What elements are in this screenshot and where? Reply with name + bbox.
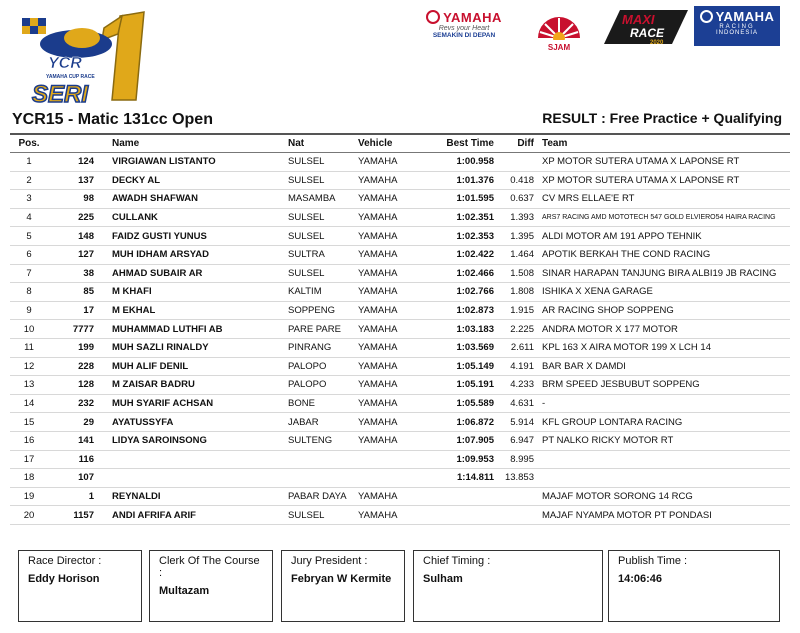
cell-diff: 6.947 bbox=[510, 435, 534, 447]
cell-team: PT NALKO RICKY MOTOR RT bbox=[542, 435, 674, 447]
yamaha-brand-text: YAMAHA bbox=[443, 10, 502, 25]
cell-nat: SULSEL bbox=[288, 156, 325, 168]
cell-team: BAR BAR X DAMDI bbox=[542, 360, 626, 372]
cell-team: AR RACING SHOP SOPPENG bbox=[542, 305, 674, 317]
cell-best-time: 1:14.811 bbox=[457, 472, 494, 484]
cell-pos: 5 bbox=[26, 230, 32, 242]
cell-nat: PALOPO bbox=[288, 379, 327, 391]
yamaha-semakin-di-depan-logo bbox=[418, 6, 510, 48]
cell-name: MUH IDHAM ARSYAD bbox=[112, 249, 209, 261]
cell-pos: 16 bbox=[23, 435, 35, 447]
cell-number: 128 bbox=[78, 379, 94, 391]
cell-vehicle: YAMAHA bbox=[358, 286, 398, 298]
cell-diff bbox=[494, 153, 534, 172]
table-row bbox=[10, 376, 790, 395]
cell-pos: 3 bbox=[26, 193, 32, 205]
cell-number: 127 bbox=[78, 249, 94, 261]
cell-nat: BONE bbox=[288, 398, 315, 410]
cell-diff: 4.191 bbox=[510, 360, 534, 372]
table-row bbox=[10, 264, 790, 283]
cell-team: ISHIKA X XENA GARAGE bbox=[542, 286, 653, 298]
table-row bbox=[10, 171, 790, 190]
cell-best-time: 1:06.872 bbox=[456, 416, 494, 428]
cell-name: CULLANK bbox=[112, 212, 158, 224]
table-row bbox=[10, 283, 790, 302]
cell-vehicle: YAMAHA bbox=[358, 342, 398, 354]
results-table bbox=[10, 135, 790, 525]
cell-pos: 4 bbox=[26, 212, 32, 224]
racing-text: RACING bbox=[719, 24, 755, 30]
cell-diff: 1.395 bbox=[510, 230, 534, 242]
cell-pos: 8 bbox=[26, 286, 32, 298]
cell-name bbox=[102, 469, 288, 488]
yamaha-tagline: Revs your Heart bbox=[438, 25, 490, 32]
col-pos: Pos. bbox=[10, 135, 48, 153]
col-vehicle: Vehicle bbox=[358, 135, 422, 153]
cell-nat: KALTIM bbox=[288, 286, 322, 298]
cell-team: XP MOTOR SUTERA UTAMA X LAPONSE RT bbox=[542, 156, 740, 168]
cell-number: 85 bbox=[83, 286, 94, 298]
official-role: Jury President : bbox=[291, 555, 368, 567]
cell-name: VIRGIAWAN LISTANTO bbox=[112, 156, 216, 168]
cell-number: 1 bbox=[88, 490, 94, 502]
cell-diff bbox=[494, 506, 534, 525]
cell-team: APOTIK BERKAH THE COND RACING bbox=[542, 249, 711, 261]
cell-best-time: 1:03.183 bbox=[456, 323, 494, 335]
cell-number: 98 bbox=[83, 193, 94, 205]
table-header-row bbox=[10, 135, 790, 153]
cell-vehicle: YAMAHA bbox=[358, 360, 398, 372]
cell-nat bbox=[288, 469, 358, 488]
table-row bbox=[10, 227, 790, 246]
cell-name: DECKY AL bbox=[112, 174, 161, 186]
cell-team: ARS7 RACING AMD MOTOTECH 547 GOLD ELVIERO54 HAIRA RACING bbox=[542, 214, 776, 222]
cell-pos: 10 bbox=[23, 323, 35, 335]
chief-timing-box bbox=[413, 550, 603, 622]
cell-diff: 0.418 bbox=[510, 174, 534, 186]
table-row bbox=[10, 338, 790, 357]
cell-diff: 2.611 bbox=[510, 342, 534, 354]
table-row bbox=[10, 450, 790, 469]
cell-vehicle: YAMAHA bbox=[358, 212, 398, 224]
cell-diff: 13.853 bbox=[504, 472, 534, 484]
cell-team: ANDRA MOTOR X 177 MOTOR bbox=[542, 323, 678, 335]
table-row bbox=[10, 190, 790, 209]
publish-time-box bbox=[608, 550, 780, 622]
cell-team: - bbox=[542, 398, 546, 410]
race-text: RACE bbox=[630, 26, 665, 40]
table-row bbox=[10, 413, 790, 432]
cell-team: ALDI MOTOR AM 191 APPO TEHNIK bbox=[542, 230, 702, 242]
cell-nat: SULSEL bbox=[288, 212, 325, 224]
maxi-race-2020-logo bbox=[600, 6, 690, 48]
cell-team bbox=[534, 450, 790, 469]
race-director-box bbox=[18, 550, 142, 622]
cell-vehicle: YAMAHA bbox=[358, 435, 398, 447]
cell-pos: 6 bbox=[26, 249, 32, 261]
cell-pos: 12 bbox=[23, 360, 35, 372]
publish-time-value: 14:06:46 bbox=[618, 573, 663, 585]
checkered-flag-icon bbox=[22, 18, 46, 34]
cell-best-time bbox=[422, 487, 494, 506]
table-row bbox=[10, 394, 790, 413]
official-role: Chief Timing : bbox=[423, 555, 491, 567]
cell-vehicle: YAMAHA bbox=[358, 490, 398, 502]
cell-nat: PINRANG bbox=[288, 342, 332, 354]
cell-name: FAIDZ GUSTI YUNUS bbox=[112, 230, 207, 242]
cell-name: AYATUSSYFA bbox=[112, 416, 174, 428]
table-row bbox=[10, 153, 790, 172]
cell-nat: MASAMBA bbox=[288, 193, 336, 205]
col-number bbox=[48, 135, 102, 153]
cell-pos: 1 bbox=[26, 156, 32, 168]
cell-nat: SULSEL bbox=[288, 509, 325, 521]
jury-president-box bbox=[281, 550, 405, 622]
table-row bbox=[10, 487, 790, 506]
cell-team: KFL GROUP LONTARA RACING bbox=[542, 416, 683, 428]
cell-team: XP MOTOR SUTERA UTAMA X LAPONSE RT bbox=[542, 174, 740, 186]
cell-number: 38 bbox=[83, 267, 94, 279]
cell-pos: 13 bbox=[23, 379, 35, 391]
cell-pos: 9 bbox=[26, 305, 32, 317]
cell-number: 7777 bbox=[72, 323, 94, 335]
table-row bbox=[10, 431, 790, 450]
cell-diff: 5.914 bbox=[510, 416, 534, 428]
cell-best-time: 1:01.595 bbox=[456, 193, 494, 205]
cell-pos: 20 bbox=[23, 509, 35, 521]
cell-name bbox=[102, 450, 288, 469]
cell-vehicle: YAMAHA bbox=[358, 174, 398, 186]
cell-vehicle: YAMAHA bbox=[358, 509, 398, 521]
cell-name: ANDI AFRIFA ARIF bbox=[112, 509, 196, 521]
cell-vehicle: YAMAHA bbox=[358, 398, 398, 410]
cell-nat: PARE PARE bbox=[288, 323, 341, 335]
yamaha-racing-brand: YAMAHA bbox=[715, 9, 775, 24]
cell-nat: SULSEL bbox=[288, 267, 325, 279]
table-row bbox=[10, 301, 790, 320]
cell-vehicle: YAMAHA bbox=[358, 305, 398, 317]
sjam-label: SJAM bbox=[547, 43, 571, 52]
tuning-fork-icon bbox=[426, 10, 440, 24]
cell-diff: 4.233 bbox=[510, 379, 534, 391]
cell-diff: 1.808 bbox=[510, 286, 534, 298]
table-row bbox=[10, 357, 790, 376]
cell-pos: 15 bbox=[23, 416, 35, 428]
table-row bbox=[10, 469, 790, 488]
maxi-text: MAXI bbox=[622, 12, 655, 27]
cell-best-time: 1:05.589 bbox=[456, 398, 494, 410]
col-best-time: Best Time bbox=[422, 135, 494, 153]
cell-diff: 2.225 bbox=[510, 323, 534, 335]
cell-nat: SULSEL bbox=[288, 174, 325, 186]
cell-name: M EKHAL bbox=[112, 305, 156, 317]
col-diff: Diff bbox=[494, 135, 534, 153]
cell-pos: 14 bbox=[23, 398, 35, 410]
cell-name: AWADH SHAFWAN bbox=[112, 193, 199, 205]
cell-diff: 1.508 bbox=[510, 267, 534, 279]
country-text: INDONESIA bbox=[715, 30, 758, 36]
cell-pos: 11 bbox=[24, 342, 34, 354]
yamaha-racing-indonesia-logo bbox=[694, 6, 780, 46]
cell-vehicle: YAMAHA bbox=[358, 230, 398, 242]
cell-name: M KHAFI bbox=[112, 286, 152, 298]
logo-seri-number: 1 bbox=[158, 28, 159, 29]
logo-seri-text: SERI bbox=[32, 81, 89, 108]
yamaha-motto: SEMAKIN DI DEPAN bbox=[432, 32, 496, 39]
cell-diff: 1.464 bbox=[510, 249, 534, 261]
official-name: Febryan W Kermite bbox=[291, 573, 392, 585]
cell-nat: JABAR bbox=[288, 416, 319, 428]
official-name: Multazam bbox=[159, 585, 210, 597]
cell-best-time: 1:02.466 bbox=[456, 267, 494, 279]
cell-vehicle: YAMAHA bbox=[358, 379, 398, 391]
clerk-of-course-box bbox=[149, 550, 273, 622]
table-row bbox=[10, 320, 790, 339]
cell-pos: 19 bbox=[23, 490, 35, 502]
cell-number: 17 bbox=[83, 305, 94, 317]
cell-best-time: 1:02.873 bbox=[456, 305, 494, 317]
cell-name: LIDYA SAROINSONG bbox=[112, 435, 207, 447]
cell-vehicle: YAMAHA bbox=[358, 323, 398, 335]
cell-nat: SULSEL bbox=[288, 230, 325, 242]
cell-number: 137 bbox=[78, 174, 94, 186]
cell-name: MUH SYARIF ACHSAN bbox=[112, 398, 214, 410]
cell-best-time: 1:02.422 bbox=[456, 249, 494, 261]
cell-diff: 4.631 bbox=[510, 398, 534, 410]
cell-best-time: 1:09.953 bbox=[456, 453, 494, 465]
cell-vehicle: YAMAHA bbox=[358, 193, 398, 205]
cell-diff bbox=[494, 487, 534, 506]
col-team: Team bbox=[534, 135, 790, 153]
cell-name: MUH SAZLI RINALDY bbox=[112, 342, 209, 354]
cell-nat: PALOPO bbox=[288, 360, 327, 372]
official-name: Eddy Horison bbox=[28, 573, 100, 585]
cell-number: 107 bbox=[78, 472, 94, 484]
cell-number: 199 bbox=[78, 342, 94, 354]
cell-pos: 17 bbox=[23, 453, 35, 465]
cell-nat: SOPPENG bbox=[288, 305, 335, 317]
cell-team bbox=[534, 469, 790, 488]
cell-vehicle bbox=[358, 450, 422, 469]
cell-best-time bbox=[422, 506, 494, 525]
cell-team: CV MRS ELLAE'E RT bbox=[542, 193, 635, 205]
cell-nat: SULTENG bbox=[288, 435, 333, 447]
cell-number: 116 bbox=[78, 453, 94, 465]
cell-best-time: 1:02.766 bbox=[456, 286, 494, 298]
cell-number: 228 bbox=[78, 360, 94, 372]
col-nat: Nat bbox=[288, 135, 358, 153]
cell-name: MUH ALIF DENIL bbox=[112, 360, 189, 372]
official-role: Race Director : bbox=[28, 555, 102, 567]
cell-diff: 1.915 bbox=[510, 305, 534, 317]
table-row bbox=[10, 506, 790, 525]
cell-nat: SULTRA bbox=[288, 249, 325, 261]
cell-best-time: 1:02.351 bbox=[456, 212, 494, 224]
cell-nat bbox=[288, 450, 358, 469]
cell-best-time: 1:05.149 bbox=[456, 360, 494, 372]
cell-team: MAJAF MOTOR SORONG 14 RCG bbox=[542, 490, 693, 502]
cell-number: 124 bbox=[78, 156, 94, 168]
session-title: RESULT : Free Practice + Qualifying bbox=[542, 110, 782, 126]
cell-vehicle: YAMAHA bbox=[358, 249, 398, 261]
cell-best-time: 1:00.958 bbox=[456, 156, 494, 168]
logo-ycr-text: YCR bbox=[48, 55, 82, 72]
official-role: Clerk Of The Course : bbox=[159, 555, 260, 579]
cell-number: 148 bbox=[78, 230, 94, 242]
cell-number: 1157 bbox=[73, 509, 94, 521]
cell-name: REYNALDI bbox=[112, 490, 161, 502]
cell-team: KPL 163 X AIRA MOTOR 199 X LCH 14 bbox=[542, 342, 711, 354]
cell-nat: PABAR DAYA bbox=[288, 490, 347, 502]
official-name: Sulham bbox=[423, 573, 463, 585]
cell-best-time: 1:02.353 bbox=[456, 230, 494, 242]
cell-diff: 8.995 bbox=[510, 453, 534, 465]
cell-team: MAJAF NYAMPA MOTOR PT PONDASI bbox=[542, 509, 712, 521]
cell-number: 232 bbox=[78, 398, 94, 410]
cell-diff: 0.637 bbox=[510, 193, 534, 205]
cell-vehicle: YAMAHA bbox=[358, 416, 398, 428]
cell-vehicle bbox=[358, 469, 422, 488]
cell-best-time: 1:05.191 bbox=[456, 379, 494, 391]
cell-diff: 1.393 bbox=[510, 212, 534, 224]
col-name: Name bbox=[102, 135, 288, 153]
cell-vehicle: YAMAHA bbox=[358, 156, 398, 168]
cell-name: AHMAD SUBAIR AR bbox=[112, 267, 203, 279]
sunrise-icon bbox=[530, 6, 588, 40]
cell-team: BRM SPEED JESBUBUT SOPPENG bbox=[542, 379, 700, 391]
table-row bbox=[10, 208, 790, 227]
cell-number: 225 bbox=[78, 212, 94, 224]
cell-best-time: 1:07.905 bbox=[456, 435, 494, 447]
race-year-text: 2020 bbox=[650, 40, 664, 46]
tuning-fork-icon bbox=[700, 10, 713, 23]
sjam-logo bbox=[530, 6, 588, 52]
cell-team: SINAR HARAPAN TANJUNG BIRA ALBI19 JB RACING bbox=[542, 267, 777, 279]
logo-cup-text: YAMAHA CUP RACE bbox=[46, 74, 95, 80]
cell-name: M ZAISAR BADRU bbox=[112, 379, 195, 391]
cell-pos: 18 bbox=[23, 472, 35, 484]
cell-best-time: 1:03.569 bbox=[456, 342, 494, 354]
ycr-seri-1-logo bbox=[8, 8, 168, 108]
cell-number: 29 bbox=[83, 416, 94, 428]
official-role: Publish Time : bbox=[618, 555, 688, 567]
cell-number: 141 bbox=[78, 435, 94, 447]
cell-vehicle: YAMAHA bbox=[358, 267, 398, 279]
table-row bbox=[10, 245, 790, 264]
cell-best-time: 1:01.376 bbox=[456, 174, 494, 186]
class-title: YCR15 - Matic 131cc Open bbox=[12, 111, 213, 128]
cell-pos: 2 bbox=[26, 174, 32, 186]
cell-pos: 7 bbox=[26, 267, 32, 279]
cell-name: MUHAMMAD LUTHFI AB bbox=[112, 323, 223, 335]
